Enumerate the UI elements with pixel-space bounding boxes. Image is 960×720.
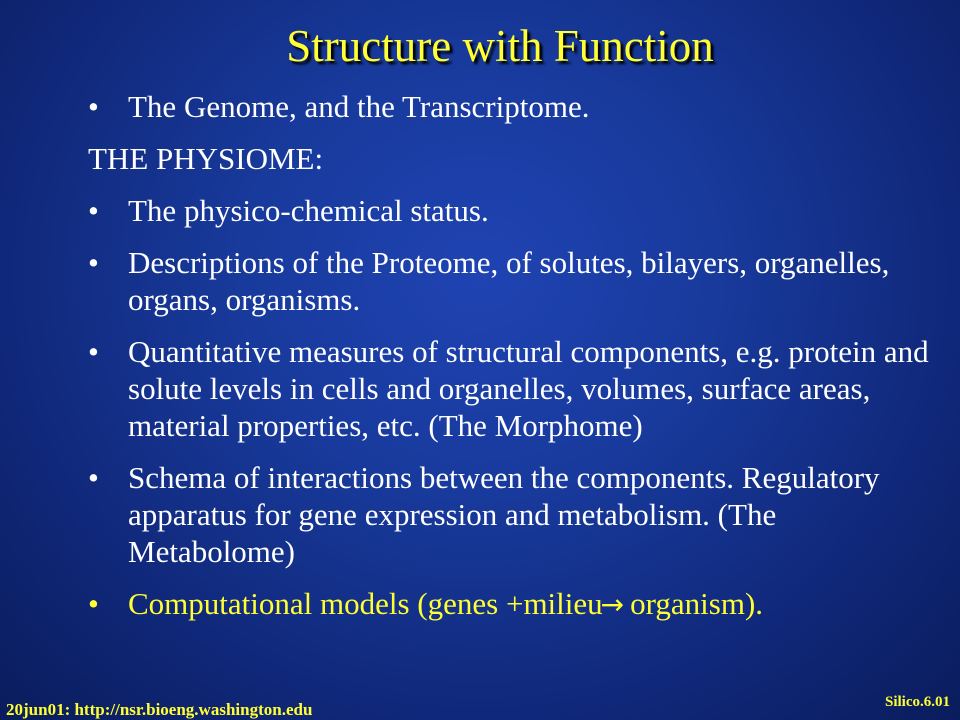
bullet-icon: • [88,89,99,124]
slide-title: Structure with Function [286,21,714,71]
bullet-text: Quantitative measures of structural components, e.g. protein and solute levels in cells and organelles, volumes, surface areas, material properties, etc. (The Morphome) [128,334,929,443]
right-arrow-icon: → [600,588,625,621]
bullet-item-genome [88,88,948,125]
bullet-item-schema [88,459,948,570]
bullet-icon: • [88,245,99,280]
footer-source-url: 20jun01: http://nsr.bioeng.washington.edu [6,700,313,719]
section-heading-text: THE PHYSIOME: [88,141,324,176]
bullet-icon: • [88,460,99,495]
bullet-icon: • [88,193,99,228]
bullet-text-after: organism). [630,586,764,621]
bullet-text-before: Computational models (genes +milieu [128,586,603,621]
bullet-item-computational-models [88,585,948,623]
section-heading-physiome [88,140,948,177]
bullet-text: Schema of interactions between the components. Regulatory apparatus for gene expression and metabolism. (The Metabolome) [128,460,880,569]
bullet-item-quantitative [88,333,948,444]
footer-slide-id: Silico.6.01 [884,694,950,710]
bullet-item-descriptions [88,244,948,318]
bullet-text: The physico-chemical status. [128,193,489,228]
bullet-icon: • [88,586,99,621]
bullet-text: Descriptions of the Proteome, of solutes, bilayers, organelles, organs, organisms. [128,245,890,317]
bullet-item-physico-chemical [88,192,948,229]
bullet-icon: • [88,334,99,369]
slide-body [88,88,948,638]
bullet-text: The Genome, and the Transcriptome. [128,89,590,124]
